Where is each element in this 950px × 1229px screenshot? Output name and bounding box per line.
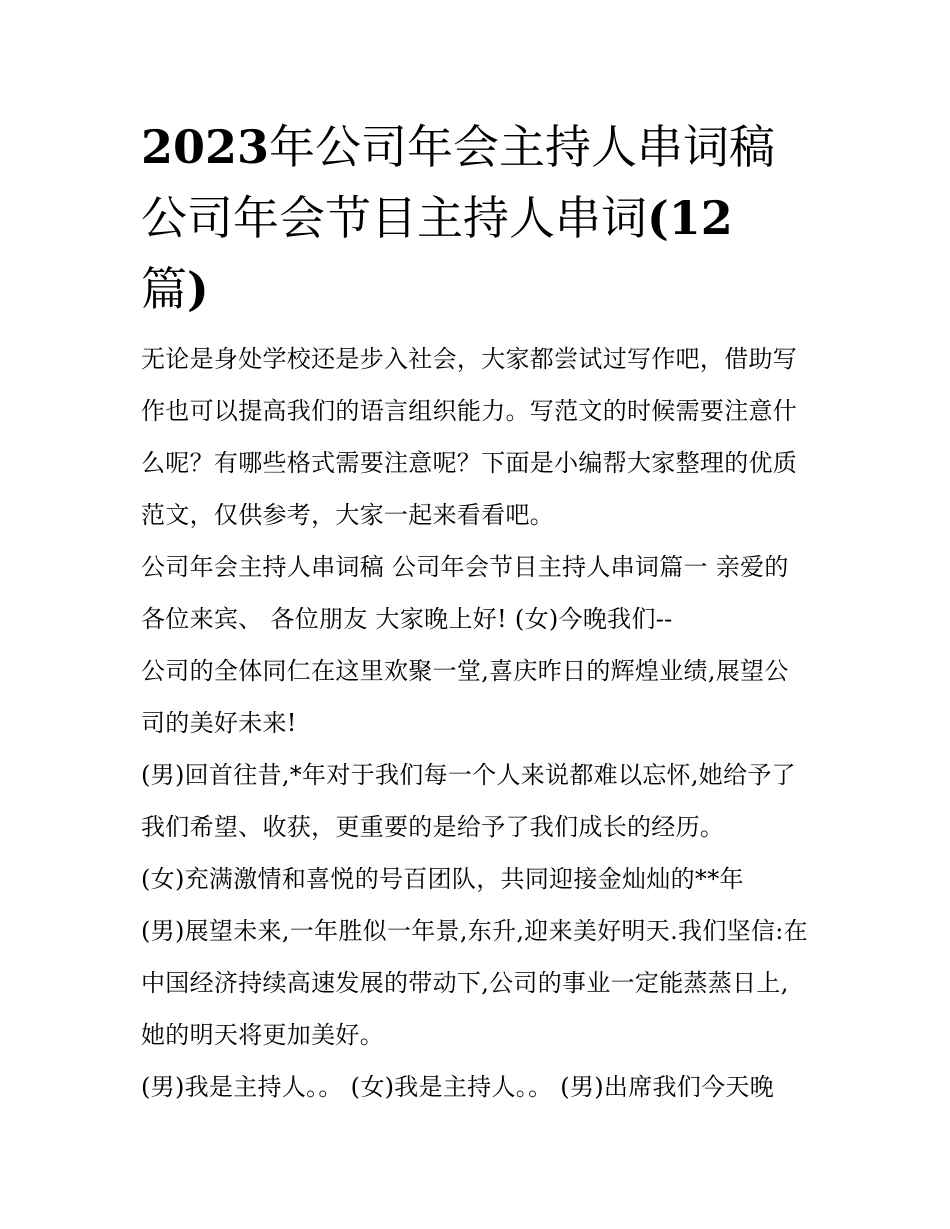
text-line: 公司的全体同仁在这里欢聚一堂,喜庆昨日的辉煌业绩,展望公 [141, 657, 789, 685]
text-line: 无论是身处学校还是步入社会，大家都尝试过写作吧，借助写 [141, 345, 798, 373]
text-line: (男)回首往昔,*年对于我们每一个人来说都难以忘怀,她给予了 [141, 761, 796, 789]
title-line-1-text: 年公司年会主持人串词稿 [269, 120, 776, 174]
text-line: (女)充满激情和喜悦的号百团队，共同迎接金灿灿的**年 [141, 865, 744, 893]
title-line-2-suffix: (12 [647, 191, 733, 245]
document-title [141, 112, 821, 325]
title-line-2-text: 公司年会节目主持人串词 [141, 191, 647, 245]
text-line: 她的明天将更加美好。 [141, 1021, 384, 1049]
text-line: 我们希望、收获，更重要的是给予了我们成长的经历。 [141, 813, 725, 841]
text-line: 范文，仅供参考，大家一起来看看吧。 [141, 501, 555, 529]
text-line: 中国经济持续高速发展的带动下,公司的事业一定能蒸蒸日上, [141, 969, 789, 997]
text-line: (男)展望未来,一年胜似一年景,东升,迎来美好明天.我们坚信:在 [141, 917, 808, 945]
text-line: 各位来宾、 各位朋友 大家晚上好! (女)今晚我们-- [141, 605, 673, 633]
title-line-3-text: 篇 [141, 262, 187, 316]
title-line-3-suffix: ) [187, 262, 209, 316]
text-line: 么呢？有哪些格式需要注意呢？下面是小编帮大家整理的优质 [141, 449, 798, 477]
text-line: 作也可以提高我们的语言组织能力。写范文的时候需要注意什 [141, 397, 798, 425]
text-line: 司的美好未来! [141, 709, 297, 737]
document-body [141, 112, 821, 1113]
text-line: 公司年会主持人串词稿 公司年会节目主持人串词篇一 亲爱的 [141, 553, 789, 581]
text-line: (男)我是主持人。。 (女)我是主持人。。 (男)出席我们今天晚 [141, 1073, 775, 1101]
title-line-1 [141, 112, 821, 183]
title-year: 2023 [141, 120, 270, 174]
title-line-2 [141, 183, 821, 254]
document-text [141, 333, 821, 1113]
title-line-3 [141, 254, 821, 325]
